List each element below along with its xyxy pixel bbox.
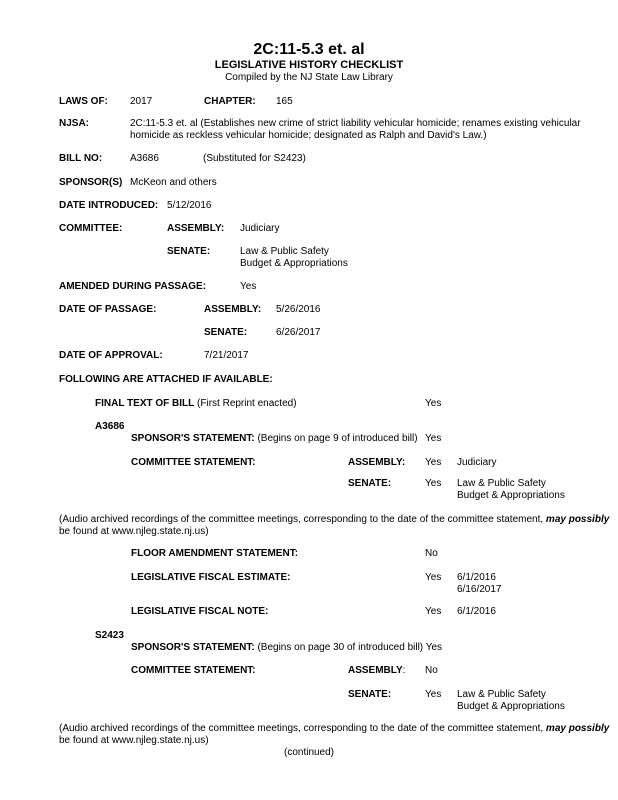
date-of-approval-value: 7/21/2017 bbox=[204, 350, 249, 361]
date-of-approval-label: DATE OF APPROVAL: bbox=[59, 350, 163, 361]
sponsor-value: McKeon and others bbox=[130, 177, 217, 188]
a3686-audio-note-line-1 bbox=[59, 514, 609, 526]
s2423-audio-note-line-1 bbox=[59, 723, 609, 735]
amended-value: Yes bbox=[240, 281, 257, 292]
sponsor-label: SPONSOR(S) bbox=[59, 177, 123, 188]
a3686-sponsor-statement-value: Yes bbox=[425, 433, 442, 444]
a3686-committee-statement-label: COMMITTEE STATEMENT: bbox=[131, 457, 256, 468]
s2423-sponsor-statement-value: Yes bbox=[423, 642, 443, 653]
final-text-label: FINAL TEXT OF BILL bbox=[95, 398, 195, 409]
committee-senate-label: SENATE: bbox=[167, 246, 211, 257]
chapter-label: CHAPTER: bbox=[204, 96, 256, 107]
a3686-senate-committee-2: Budget & Appropriations bbox=[457, 490, 565, 501]
fiscal-note-value: Yes bbox=[425, 606, 442, 617]
njsa-label: NJSA: bbox=[59, 118, 90, 129]
s2423-sponsor-statement-label: SPONSOR'S STATEMENT: bbox=[131, 642, 255, 653]
continued-note: (continued) bbox=[283, 747, 335, 758]
a3686-bill-label: A3686 bbox=[95, 421, 125, 432]
fiscal-estimate-value: Yes bbox=[425, 572, 442, 583]
fiscal-estimate-label: LEGISLATIVE FISCAL ESTIMATE: bbox=[131, 572, 291, 583]
a3686-audio-note-line-2: be found at www.njleg.state.nj.us) bbox=[59, 526, 209, 537]
passage-senate-value: 6/26/2017 bbox=[276, 327, 321, 338]
committee-senate-value-2: Budget & Appropriations bbox=[240, 258, 348, 269]
fiscal-note-date: 6/1/2016 bbox=[457, 606, 496, 617]
s2423-senate-label: SENATE: bbox=[348, 689, 392, 700]
laws-of-value: 2017 bbox=[130, 96, 153, 107]
final-text-note: (First Reprint enacted) bbox=[194, 398, 297, 409]
bill-no-note: (Substituted for S2423) bbox=[203, 153, 306, 164]
date-of-passage-label: DATE OF PASSAGE: bbox=[59, 304, 157, 315]
a3686-sponsor-statement-label: SPONSOR'S STATEMENT: bbox=[131, 433, 255, 444]
a3686-assembly-label: ASSEMBLY: bbox=[348, 457, 406, 468]
attached-heading: FOLLOWING ARE ATTACHED IF AVAILABLE: bbox=[59, 374, 273, 385]
fiscal-estimate-date-1: 6/1/2016 bbox=[457, 572, 496, 583]
s2423-assembly-label: ASSEMBLY bbox=[348, 665, 403, 676]
page-title: 2C:11-5.3 et. al bbox=[253, 41, 365, 58]
committee-assembly-label: ASSEMBLY: bbox=[167, 223, 225, 234]
bill-no-value: A3686 bbox=[130, 153, 159, 164]
a3686-audio-note-text: (Audio archived recordings of the committee meetings, corresponding to the date of the committee statement, bbox=[59, 514, 546, 525]
amended-label: AMENDED DURING PASSAGE: bbox=[59, 281, 207, 292]
final-text-row bbox=[95, 398, 297, 410]
njsa-line-1: 2C:11-5.3 et. al (Establishes new crime of strict liability vehicular homicide; renames existing vehicular bbox=[130, 118, 581, 129]
laws-of-label: LAWS OF: bbox=[59, 96, 108, 107]
s2423-committee-statement-label: COMMITTEE STATEMENT: bbox=[131, 665, 256, 676]
s2423-sponsor-statement-note: (Begins on page 30 of introduced bill) bbox=[254, 642, 424, 653]
a3686-senate-committee-1: Law & Public Safety bbox=[457, 478, 546, 489]
committee-senate-value-1: Law & Public Safety bbox=[240, 246, 329, 257]
s2423-audio-note-line-2: be found at www.njleg.state.nj.us) bbox=[59, 735, 209, 746]
s2423-audio-note-text: (Audio archived recordings of the committee meetings, corresponding to the date of the committee statement, bbox=[59, 723, 546, 734]
a3686-senate-label: SENATE: bbox=[348, 478, 392, 489]
a3686-sponsor-statement-row bbox=[131, 433, 418, 445]
bill-no-label: BILL NO: bbox=[59, 153, 103, 164]
s2423-sponsor-statement-row bbox=[131, 642, 442, 654]
final-text-value: Yes bbox=[425, 398, 442, 409]
s2423-assembly-value: No bbox=[425, 665, 438, 676]
fiscal-note-label: LEGISLATIVE FISCAL NOTE: bbox=[131, 606, 269, 617]
floor-amendment-value: No bbox=[425, 548, 438, 559]
date-introduced-label: DATE INTRODUCED: bbox=[59, 200, 159, 211]
a3686-sponsor-statement-note: (Begins on page 9 of introduced bill) bbox=[254, 433, 418, 444]
s2423-assembly-row bbox=[348, 665, 405, 677]
passage-assembly-label: ASSEMBLY: bbox=[204, 304, 262, 315]
s2423-bill-label: S2423 bbox=[95, 630, 124, 641]
committee-assembly-value: Judiciary bbox=[240, 223, 280, 234]
compiled-by: Compiled by the NJ State Law Library bbox=[225, 72, 393, 83]
a3686-assembly-committee: Judiciary bbox=[457, 457, 497, 468]
fiscal-estimate-date-2: 6/16/2017 bbox=[457, 584, 502, 595]
njsa-line-2: homicide as reckless vehicular homicide; designated as Ralph and David's Law.) bbox=[130, 130, 487, 141]
page-subtitle: LEGISLATIVE HISTORY CHECKLIST bbox=[214, 59, 404, 71]
a3686-assembly-value: Yes bbox=[425, 457, 442, 468]
s2423-senate-value: Yes bbox=[425, 689, 442, 700]
passage-senate-label: SENATE: bbox=[204, 327, 248, 338]
passage-assembly-value: 5/26/2016 bbox=[276, 304, 321, 315]
floor-amendment-label: FLOOR AMENDMENT STATEMENT: bbox=[131, 548, 299, 559]
date-introduced-value: 5/12/2016 bbox=[167, 200, 212, 211]
a3686-audio-note-emphasis: may possibly bbox=[545, 514, 610, 525]
s2423-audio-note-emphasis: may possibly bbox=[545, 723, 610, 734]
s2423-assembly-colon: : bbox=[402, 665, 406, 676]
committee-label: COMMITTEE: bbox=[59, 223, 123, 234]
s2423-senate-committee-2: Budget & Appropriations bbox=[457, 701, 565, 712]
s2423-senate-committee-1: Law & Public Safety bbox=[457, 689, 546, 700]
a3686-senate-value: Yes bbox=[425, 478, 442, 489]
chapter-value: 165 bbox=[276, 96, 293, 107]
